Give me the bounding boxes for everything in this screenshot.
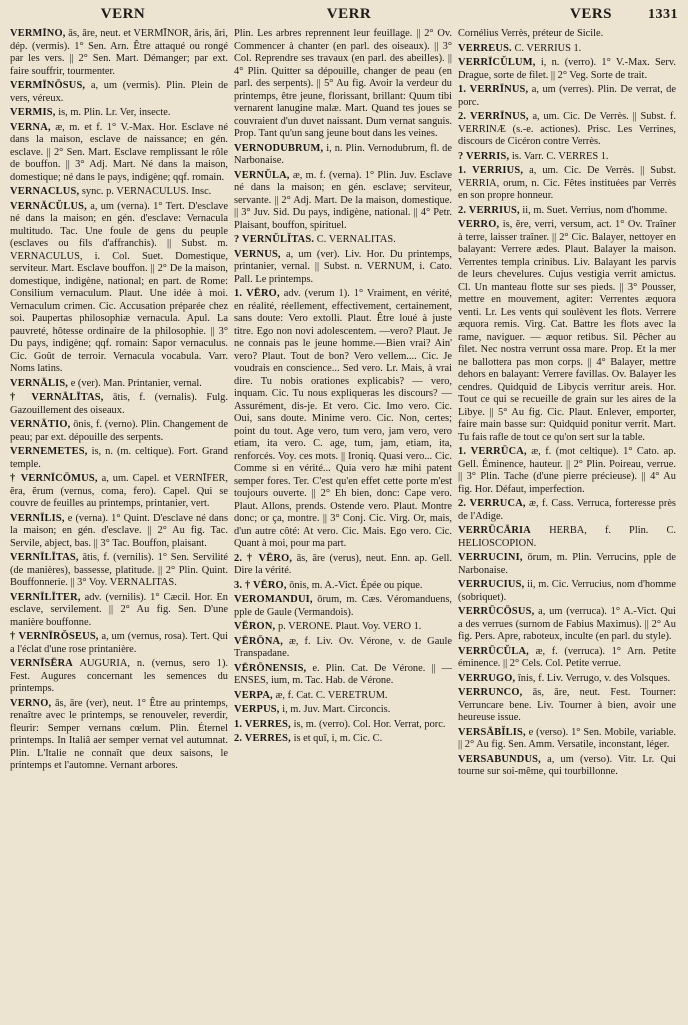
- entry-definition: æ, f. (mot celtique). 1° Cato. ap. Gell. Éminence, hauteur. || 2° Plin. Poireau, verrue. || 3° Plin. Tache (d'une pierre précieuse). || 4° Au fig. Hor. Défaut, imperfection.: [458, 446, 676, 495]
- dictionary-entry: [10, 592, 228, 630]
- entry-definition: a, um (verruca). 1° A.-Vict. Qui a des verrues (surnom de Fabius Maximus). || 2° Au fig. Pers. Apre, raboteux, inculte (en parl. du style).: [458, 606, 676, 642]
- entry-definition: ōrum, m. Plin. Verrucins, pple de Narbonaise.: [458, 552, 676, 576]
- dictionary-entry: [458, 446, 676, 496]
- entry-definition: AUGURIA, n. (vernus, sero 1). Fest. Augures concernant les semences du printemps.: [10, 658, 228, 694]
- dictionary-entry: [234, 594, 452, 619]
- entry-definition: i, n. (verro). 1° V.-Max. Serv. Drague, sorte de filet. || 2° Veg. Sorte de trait.: [458, 57, 676, 81]
- entry-definition: C. VERNALITAS.: [316, 234, 396, 245]
- entry-definition: Cornélius Verrès, préteur de Sicile.: [458, 28, 604, 39]
- dictionary-entry: [458, 111, 676, 149]
- dictionary-entry: [234, 249, 452, 287]
- entry-definition: a, um (ver). Liv. Hor. Du printemps, printanier, vernal. || Subst. n. VERNUM, i. Cato. Pall. Le printemps.: [234, 248, 452, 285]
- dictionary-entry: [458, 28, 676, 41]
- dictionary-entry: [10, 552, 228, 590]
- dictionary-entry: [10, 378, 228, 391]
- dictionary-entry: [234, 704, 452, 717]
- entry-headword: VERNĀCŬLUS,: [10, 200, 87, 212]
- entry-definition: a, um (verna). 1° Tert. D'esclave né dans la maison; en gén. d'esclave: Vernacula multitudo. Tac. Une foule de gens du peuple (esclaves ou fils d'affranchis). || Subst. m. VERNACULUS, i. Col. Suet. Domestique, serviteur. Mart. Esclave bouffon. || 2° De la maison, domestique, indigène, national; en part. de Rome: Consilium vernaculum. Plaut. Une idée à moi. Vernaculum crimen. Cic. Accusation préparée chez soi. Paupertas philosophiæ vernacula. Apul. La pauvreté, hôtesse ordinaire de la philosophie. || 3° Du pays, indigène; qqf. romain: Sapor vernaculus. Cic. Goût de terroir. Vernacula vocabula. Varr. Noms latins.: [10, 200, 228, 374]
- dictionary-entry: [10, 446, 228, 471]
- entry-headword: VERRŪCŌSUS,: [458, 606, 535, 617]
- entry-definition: adv. (verum 1). 1° Vraiment, en vérité, en réalité, réellement, effectivement, certainement, sans doute: Vero extolli. Plaut. Être loué à juste titre. Ego non novi adolescentem. —vero? Plaut. Je ne connais pas le jeune homme.—Bien vrai? Ain' vero? Plaut. Tout de bon? Vero vellem.... Cic. Je voudrais en conscience... Sed vero. Lr. Mais, à vrai dire. Tu nobis orationes explicabis? — vero, inquam. Cic. Tu nous expliqueras les discours? — Assurément, dis-je. Et vero. Cic. Imo vero. Cic. Oui, sans doute. Minime vero. Cic. Non, certes; point du tout. Age vero, tum vero, jam vero, vero etiam, ita vero. C. age, tum, jam, etiam, ita, renforcés. Voy. ces mots. || Ironiq. Quasi vero... Cic. Comme si en vérité... Quia vero hæ mihi patent semper fores. Ter. C'est qu'en effet cette porte m'est toujours ouverte. || 2° Eh bien, donc: Cape vero. Plaut. Allons, prends. Ostende vero. Plaut. Montre donc; or ça, montre. || 3° Conj. Cic. Virg. Or, mais, d'un autre côté: At vero. Cic. Mais. Ego vero. Cic. Quant à moi, pour ma part.: [234, 288, 452, 549]
- dictionary-entry: [234, 580, 452, 593]
- entry-headword: 2. VERRĪNUS,: [458, 111, 529, 122]
- entry-headword: 1. VĒRO,: [234, 288, 280, 299]
- entry-definition: a, um. Cic. De Verrès. || Subst. VERRIA, orum, n. Cic. Fêtes instituées par Verrès en son propre honneur.: [458, 165, 676, 201]
- entry-headword: VĒRŌNA,: [234, 635, 284, 647]
- entry-definition: e. Plin. Cat. De Vérone. || — ENSES, ium, m. Tac. Hab. de Vérone.: [234, 662, 452, 686]
- columns: [10, 28, 678, 1023]
- entry-definition: Plin. Les arbres reprennent leur feuillage. || 2° Ov. Commencer à chanter (en parl. des oiseaux). || 3° Col. Reprendre ses travaux (en parl. des abeilles). || 4° Plin. Quitter sa dépouille, changer de peau (en parl. des serpents). || 5° Au fig. Avoir la verdeur du printemps, être jeune, florissant, brillant: Quum tibi vernarent lanugine malæ. Mart. Quand tes joues se couvraient d'un duvet naissant. Dum vernat sanguis. Prop. Tant qu'un sang jeune bout dans les veines.: [234, 28, 452, 139]
- entry-headword: VERMĪNO,: [10, 28, 66, 39]
- entry-headword: VERPUS,: [234, 704, 280, 715]
- entry-definition: e (verso). 1° Sen. Mobile, variable. || 2° Au fig. Sen. Amm. Versatile, inconstant, léger.: [458, 726, 676, 750]
- entry-headword: VERNEMETES,: [10, 446, 88, 457]
- dictionary-entry: [458, 687, 676, 725]
- dictionary-entry: [458, 205, 676, 218]
- entry-headword: ? VERRIS,: [458, 150, 510, 162]
- entry-headword: VERREUS.: [458, 42, 512, 54]
- dictionary-entry: [234, 170, 452, 233]
- entry-definition: e (verna). 1° Quint. D'esclave né dans la maison; en gén. d'esclave. || 2° Au fig. Tac. Servile, abject, bas. || 3° Tac. Bouffon, plaisant.: [10, 512, 228, 549]
- entry-definition: ās, āre (verus), neut. Enn. ap. Gell. Dire la vérité.: [234, 552, 452, 576]
- dictionary-entry: [234, 234, 452, 247]
- entry-headword: VERRUCINI,: [458, 552, 523, 563]
- entry-definition: is, ĕre, verri, versum, act. 1° Ov. Traîner à terre, laisser traîner. || 2° Cic. Balayer, nettoyer en balayant: Verrere ædes. Plaut. Balayer la maison. Verrentes templa crinibus. Liv. Balayant les parvis de leurs chevelures. Cujus vestigia verrit amictus. Cl. Un manteau flotte sur ses pieds. || 3° Pousser, mettre en mouvement, agiter: Verrentes æquora venti. Lr. Les vents qui soulèvent les flots. Verrere æquora remis. Virg. Cat. Battre les flots avec la rame, naviguer. — æquor retibus. Sil. Pêcher au filet. Nec nostra verrunt ossa mare. Prop. Et la mer ne ballottera pas mon corps. || 4° Balayer, mettre dehors en balayant: Verrere favillas. Ov. Balayer les cendres. Quidquid de Libycis verritur areis. Hor. Tout ce qui se recueille de grain sur les aires de la Libye. || 5° Au fig. Cic. Plaut. Enlever, emporter, faire main basse sur: Quidquid ponitur verrit. Mart. Tu fais rafle de tout ce qu'on sert sur la table.: [458, 219, 676, 443]
- entry-definition: i, m. Juv. Mart. Circoncis.: [282, 704, 391, 715]
- dictionary-entry: [234, 690, 452, 703]
- dictionary-entry: [458, 579, 676, 604]
- entry-headword: VERRŪCĀRIA: [458, 525, 532, 536]
- dictionary-entry: [458, 84, 676, 109]
- entry-headword: VERNĪLĪTER,: [10, 591, 81, 603]
- entry-headword: VERSABUNDUS,: [458, 753, 541, 765]
- entry-headword: VERNĪSĒRA: [10, 658, 74, 669]
- dictionary-entry: [458, 754, 676, 779]
- dictionary-entry: [10, 658, 228, 696]
- dictionary-entry: [458, 673, 676, 686]
- entry-headword: 2. VERRES,: [234, 733, 291, 744]
- entry-headword: VERNĪLĪTAS,: [10, 552, 79, 563]
- running-header: [10, 6, 678, 28]
- dictionary-entry: [458, 165, 676, 203]
- dictionary-entry: [458, 525, 676, 550]
- entry-headword: VERRUGO,: [458, 672, 516, 684]
- entry-headword: VERNĀLIS,: [10, 377, 69, 389]
- entry-headword: † VERNĀLĪTAS,: [10, 392, 104, 403]
- dictionary-entry: [10, 122, 228, 185]
- entry-definition: ātis, f. (vernalis). Fulg. Gazouillement des oiseaux.: [10, 392, 228, 416]
- dictionary-entry: [10, 419, 228, 444]
- entry-definition: æ, f. Liv. Ov. Vérone, v. de Gaule Transpadane.: [234, 635, 452, 659]
- entry-definition: ōnis, m. A.-Vict. Épée ou pique.: [289, 579, 423, 591]
- entry-definition: a, um (vermis). Plin. Plein de vers, véreux.: [10, 80, 228, 104]
- entry-definition: a, um. Capel. et VERNĪFER, ĕra, ĕrum (vernus, coma, fero). Capel. Qui se couvre de feuilles au printemps, printanier, vert.: [10, 473, 228, 509]
- header-center-word: VERR: [326, 6, 372, 22]
- entry-definition: i, n. Plin. Vernodubrum, fl. de Narbonaise.: [234, 142, 452, 166]
- entry-definition: æ, f. Cass. Verruca, forteresse près de l'Adige.: [458, 498, 676, 522]
- entry-definition: a, um (verres). Plin. De verrat, de porc.: [458, 84, 676, 108]
- dictionary-entry: [234, 553, 452, 578]
- entry-definition: ās, āre, neut. Fest. Tourner: Verruncare bene. Liv. Tourner à bien, avoir une heureuse issue.: [458, 687, 676, 723]
- dictionary-entry: [10, 698, 228, 773]
- entry-headword: 1. VERRĪNUS,: [458, 84, 529, 95]
- header-right-word: VERS: [569, 6, 612, 22]
- dictionary-entry: [10, 513, 228, 551]
- entry-definition: is, m. (verro). Col. Hor. Verrat, porc.: [293, 718, 446, 730]
- dictionary-entry: [234, 663, 452, 688]
- column-2: [234, 28, 452, 1023]
- entry-headword: VERRUCIUS,: [458, 579, 525, 590]
- entry-headword: VERNUS,: [234, 248, 281, 260]
- entry-headword: 2. VERRUCA,: [458, 498, 526, 509]
- entry-headword: VERRUNCO,: [458, 687, 523, 698]
- entry-definition: C. VERRIUS 1.: [514, 42, 582, 54]
- entry-definition: æ, f. Cat. C. VERETRUM.: [275, 689, 388, 701]
- dictionary-entry: [234, 28, 452, 141]
- entry-headword: VERRĪCŬLUM,: [458, 57, 536, 68]
- dictionary-entry: [458, 219, 676, 444]
- entry-headword: 2. † VĒRO,: [234, 552, 293, 564]
- entry-definition: ii, m. Cic. Verrucius, nom d'homme (sobriquet).: [458, 579, 676, 603]
- dictionary-entry: [458, 646, 676, 671]
- entry-definition: a, um (verso). Vitr. Lr. Qui tourne sur soi-même, qui tourbillonne.: [458, 753, 676, 777]
- entry-definition: e (ver). Man. Printanier, vernal.: [70, 377, 202, 389]
- entry-definition: ōrum, m. Cæs. Véromanduens, pple de Gaule (Vermandois).: [234, 594, 452, 618]
- dictionary-entry: [234, 636, 452, 661]
- entry-headword: VERPA,: [234, 689, 273, 701]
- entry-definition: is, n. (m. celtique). Fort. Grand temple.: [10, 446, 228, 470]
- entry-definition: ās, āre (ver), neut. 1° Être au printemps, renaître avec le printemps, se renouveler, reverdir, fleurir: Semper vernans cœlum. Plin. Éternel printemps. In Italiâ aer semper vernat vel autumnat. Plin. L'Italie ne connaît que deux saisons, le printemps et l'automne. Vernant arbores.: [10, 697, 228, 771]
- dictionary-entry: [458, 151, 676, 164]
- entry-headword: VERMĪNŌSUS,: [10, 80, 86, 91]
- dictionary-entry: [10, 186, 228, 199]
- entry-definition: ii, m. Suet. Verrius, nom d'homme.: [522, 204, 668, 216]
- entry-headword: 1. VERRES,: [234, 718, 291, 730]
- entry-definition: a, um. Cic. De Verrès. || Subst. f. VERRINÆ (s.-e. actiones). Prisc. Les Verrines, discours de Cicéron contre Verrès.: [458, 111, 676, 147]
- entry-definition: æ, m. et f. 1° V.-Max. Hor. Esclave né dans la maison, esclave de naissance; en gén. esclave. || 2° Sen. Mart. Esclave remplissant le rôle de bouffon. || 3° Adj. Mart. Né dans la maison, domestique; né dans le pays, indigène; qqf. romain.: [10, 121, 228, 183]
- entry-definition: īnis, f. Liv. Verrugo, v. des Volsques.: [517, 672, 671, 684]
- entry-definition: p. VERONE. Plaut. Voy. VERO 1.: [277, 621, 422, 632]
- entry-headword: 2. VERRIUS,: [458, 204, 520, 216]
- entry-definition: æ, m. f. (verna). 1° Plin. Juv. Esclave né dans la maison; en gén. esclave; serviteur, servante. || 2° Adj. Mart. De la maison, domestique. || 3° Juv. Sid. Du pays, indigène, national. || 4° Petr. Plaisant, bouffon, spirituel.: [234, 169, 452, 231]
- dictionary-entry: [10, 631, 228, 656]
- entry-headword: 1. VERRŪCA,: [458, 446, 527, 457]
- entry-definition: a, um (vernus, rosa). Tert. Qui a l'éclat d'une rose printanière.: [10, 631, 228, 655]
- dictionary-entry: [458, 727, 676, 752]
- entry-headword: 3. † VĒRO,: [234, 579, 287, 591]
- column-3: [458, 28, 676, 1023]
- dictionary-entry: [234, 733, 452, 746]
- entry-definition: is. Varr. C. VERRES 1.: [511, 150, 609, 162]
- entry-headword: VERRŪCŬLA,: [458, 645, 529, 657]
- entry-headword: VERNODUBRUM,: [234, 142, 324, 154]
- column-1: [10, 28, 228, 1023]
- entry-headword: VĒRŌNENSIS,: [234, 662, 307, 674]
- dictionary-entry: [234, 143, 452, 168]
- entry-definition: ās, āre, neut. et VERMĪNOR, āris, āri, dép. (vermis). 1° Sen. Arn. Être attaqué ou rongé par les vers. || 2° Sen. Mart. Démanger; par ext. faire souffrir, tourmenter.: [10, 28, 228, 77]
- page-number: 1331: [648, 7, 678, 22]
- dictionary-entry: [458, 552, 676, 577]
- entry-headword: VERNA,: [10, 121, 51, 133]
- entry-headword: † VERNĪCŌMUS,: [10, 473, 98, 484]
- dictionary-entry: [10, 28, 228, 78]
- entry-definition: adv. (vernilis). 1° Cæcil. Hor. En esclave, servilement. || 2° Au fig. Sen. D'une manière bouffonne.: [10, 591, 228, 628]
- dictionary-entry: [10, 201, 228, 376]
- dictionary-entry: [234, 288, 452, 551]
- dictionary-entry: [458, 498, 676, 523]
- entry-headword: VĒRON,: [234, 621, 276, 632]
- entry-headword: VERRO,: [458, 219, 500, 230]
- dictionary-entry: [458, 606, 676, 644]
- dictionary-entry: [458, 57, 676, 82]
- entry-definition: ātis, f. (vernilis). 1° Sen. Servilité (de manières), bassesse, platitude. || 2° Plin. Quint. Bouffonnerie. || 3° Voy. VERNALITAS.: [10, 552, 228, 588]
- dictionary-entry: [10, 80, 228, 105]
- entry-headword: VERNĪLIS,: [10, 512, 65, 524]
- entry-headword: VERMIS,: [10, 107, 56, 118]
- dictionary-entry: [10, 107, 228, 120]
- entry-definition: sync. p. VERNACULUS. Insc.: [81, 186, 212, 197]
- entry-headword: † VERNĪRŎSEUS,: [10, 631, 99, 642]
- entry-headword: ? VERNŬLĬTAS.: [234, 234, 315, 245]
- entry-headword: VERNĀTIO,: [10, 419, 71, 430]
- entry-definition: æ, f. (verruca). 1° Arn. Petite éminence. || 2° Cels. Col. Petite verrue.: [458, 645, 676, 669]
- dictionary-entry: [10, 473, 228, 511]
- dictionary-entry: [234, 719, 452, 732]
- entry-headword: 1. VERRIUS,: [458, 165, 524, 176]
- dictionary-entry: [10, 392, 228, 417]
- entry-headword: VEROMANDUI,: [234, 594, 313, 605]
- entry-headword: VERNŬLA,: [234, 169, 290, 181]
- entry-headword: VERNACLUS,: [10, 186, 80, 197]
- entry-headword: VERNO,: [10, 697, 52, 709]
- entry-definition: HERBA, f. Plin. C. HELIOSCOPION.: [458, 525, 676, 549]
- dictionary-entry: [234, 621, 452, 634]
- entry-headword: VERSĀBĬLIS,: [458, 726, 526, 738]
- entry-definition: ōnis, f. (verno). Plin. Changement de peau; par ext. dépouille des serpents.: [10, 419, 228, 443]
- dictionary-entry: [458, 43, 676, 56]
- entry-definition: is, m. Plin. Lr. Ver, insecte.: [58, 107, 171, 118]
- entry-definition: is et quī, i, m. Cic. C.: [293, 733, 383, 744]
- header-left-word: VERN: [100, 6, 146, 22]
